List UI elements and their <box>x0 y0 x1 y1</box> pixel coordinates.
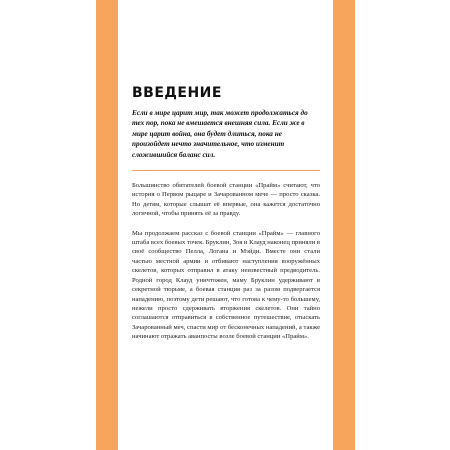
page-title: ВВЕДЕНИЕ <box>132 85 222 101</box>
left-orange-band <box>96 0 118 450</box>
left-margin <box>0 0 96 450</box>
paragraph-2: Мы продолжаем рассказ с боевой станции «Прайм» — главного штаба всех боевых точек. Бруклин, Зоя и Клауд наконец приняли в своё сообщество Пелла, Логана и Мэйди. Вместе они стали частью местной армии и отбивают наступления вооружённых скелетов, которых отправил в атаку неизвестный предводитель. Родной город Клауд уничтожен, маму Бруклин удерживают в секретной тюрьме, а боевая станция раз за разом подвергается нападению, поэтому дети решают, что готова к чему-то большему, нежели просто сдерживать вторжения скелетов. Они тайно соглашаются отправиться в собственное путешествие, отыскать Зачарованный меч, спасти мир от бесконечных нападений, а также начинают отражать аванпосты возле боевой станции «Прайм». <box>132 229 320 341</box>
divider-line <box>132 170 320 171</box>
right-orange-band <box>333 0 355 450</box>
page-sheet <box>118 0 333 450</box>
paragraph-1: Большинство обитателей боевой станции «Прайм» считают, что история о Первом рыцаре и Зачарованном мече — просто сказка. Но детям, которые слышат её впервые, она кажется достаточно логичной, чтобы принять её за правду. <box>132 182 320 218</box>
page-content <box>132 85 320 352</box>
epigraph: Если в мире царит мир, так может продолжаться до тех пор, пока не вмешается внешняя сила. Если же в мире царит война, она будет длиться, пока не произойдет нечто значительное, что изменит сложившийся баланс сил. <box>132 109 308 159</box>
